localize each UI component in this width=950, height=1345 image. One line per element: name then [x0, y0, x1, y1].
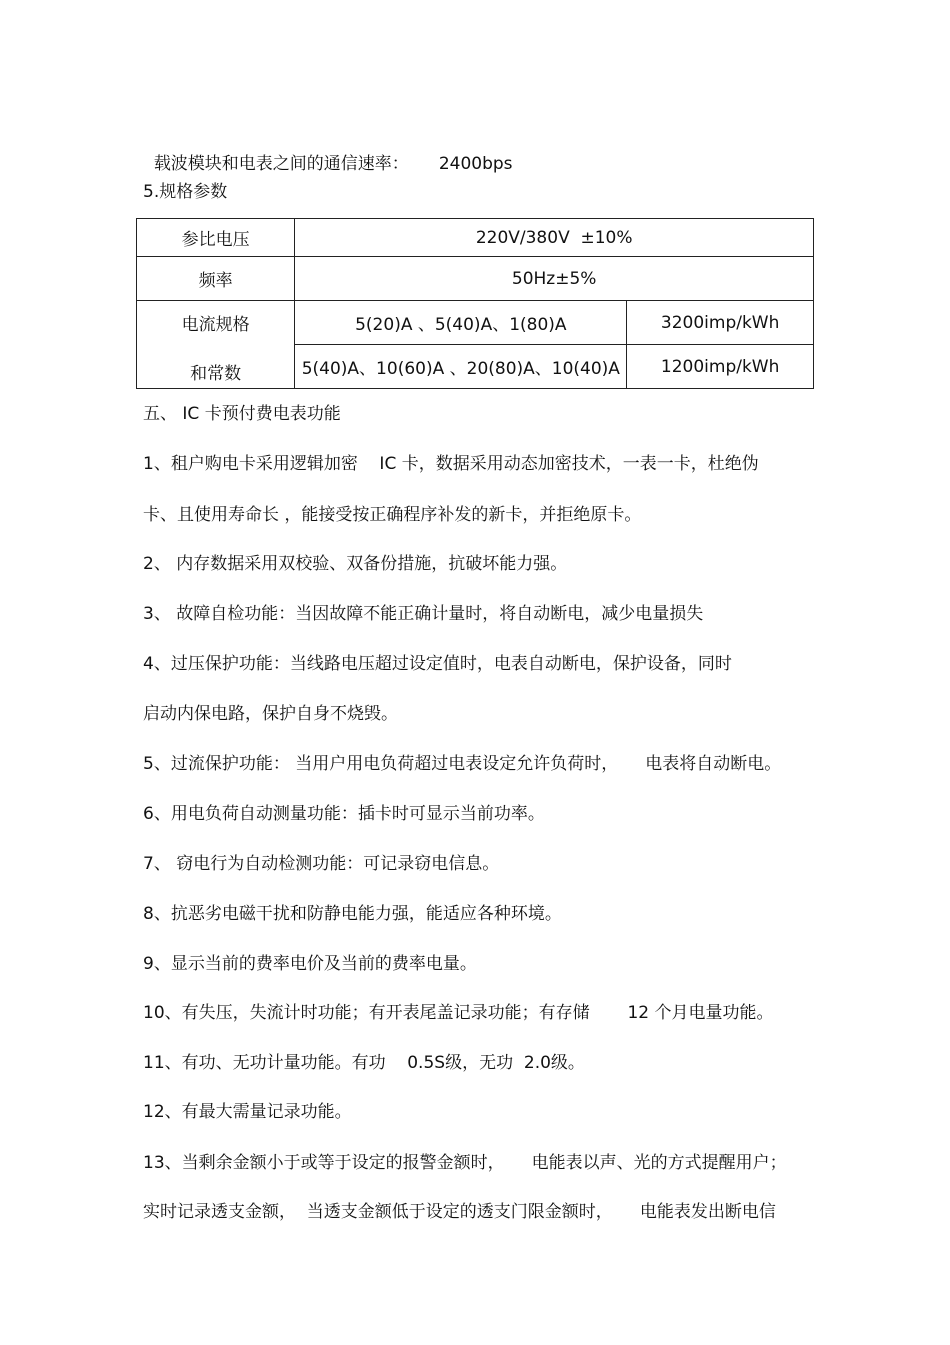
table-row: [137, 219, 814, 257]
list-item: 5、过流保护功能： 当用户用电负荷超过电表设定允许负荷时， 电表将自动断电。: [143, 754, 782, 774]
row1-const: 3200imp/kWh: [627, 301, 814, 345]
row2-const: 1200imp/kWh: [627, 345, 814, 389]
frequency-label: 频率: [137, 257, 295, 301]
list-item: 8、抗恶劣电磁干扰和防静电能力强，能适应各种环境。: [143, 904, 562, 924]
table-row: [137, 345, 814, 389]
voltage-label: 参比电压: [137, 219, 295, 257]
section-5-title: 5.规格参数: [143, 182, 228, 202]
list-item: 10、有失压，失流计时功能；有开表尾盖记录功能；有存储 12 个月电量功能。: [143, 1003, 774, 1023]
comm-rate-label: 载波模块和电表之间的通信速率：: [153, 154, 409, 174]
list-item: 启动内保电路，保护自身不烧毁。: [143, 704, 398, 724]
list-item: 13、当剩余金额小于或等于设定的报警金额时， 电能表以声、光的方式提醒用户；: [143, 1153, 787, 1173]
list-item: 9、显示当前的费率电价及当前的费率电量。: [143, 954, 477, 974]
table-row: [137, 257, 814, 301]
voltage-value: 220V/380V ±10%: [295, 219, 814, 257]
spec-table: [136, 218, 814, 389]
list-item: 实时记录透支金额， 当透支金额低于设定的透支门限金额时， 电能表发出断电信: [143, 1202, 776, 1222]
row1-spec: 5(20)A 、5(40)A、1(80)A: [295, 301, 627, 345]
list-item: 7、 窃电行为自动检测功能：可记录窃电信息。: [143, 854, 500, 874]
current-label-1: 电流规格: [137, 301, 295, 345]
list-item: 11、有功、无功计量功能。有功 0.5S级，无功 2.0级。: [143, 1053, 585, 1073]
list-item: 1、租户购电卡采用逻辑加密 IC 卡，数据采用动态加密技术，一表一卡，杜绝伪: [143, 454, 759, 474]
section-heading: 五、 IC 卡预付费电表功能: [143, 404, 341, 424]
list-item: 卡、且使用寿命长 ，能接受按正确程序补发的新卡，并拒绝原卡。: [143, 505, 642, 525]
comm-rate-value: 2400bps: [438, 154, 513, 174]
table-row: [137, 301, 814, 345]
list-item: 4、过压保护功能：当线路电压超过设定值时，电表自动断电，保护设备，同时: [143, 654, 732, 674]
current-label-2: 和常数: [137, 345, 295, 389]
row2-spec: 5(40)A、10(60)A 、20(80)A、10(40)A: [295, 345, 627, 389]
frequency-value: 50Hz±5%: [295, 257, 814, 301]
list-item: 2、 内存数据采用双校验、双备份措施，抗破坏能力强。: [143, 554, 568, 574]
list-item: 3、 故障自检功能：当因故障不能正确计量时，将自动断电，减少电量损失: [143, 604, 704, 624]
list-item: 6、用电负荷自动测量功能：插卡时可显示当前功率。: [143, 804, 545, 824]
list-item: 12、有最大需量记录功能。: [143, 1102, 352, 1122]
comm-rate-line: [143, 131, 513, 175]
